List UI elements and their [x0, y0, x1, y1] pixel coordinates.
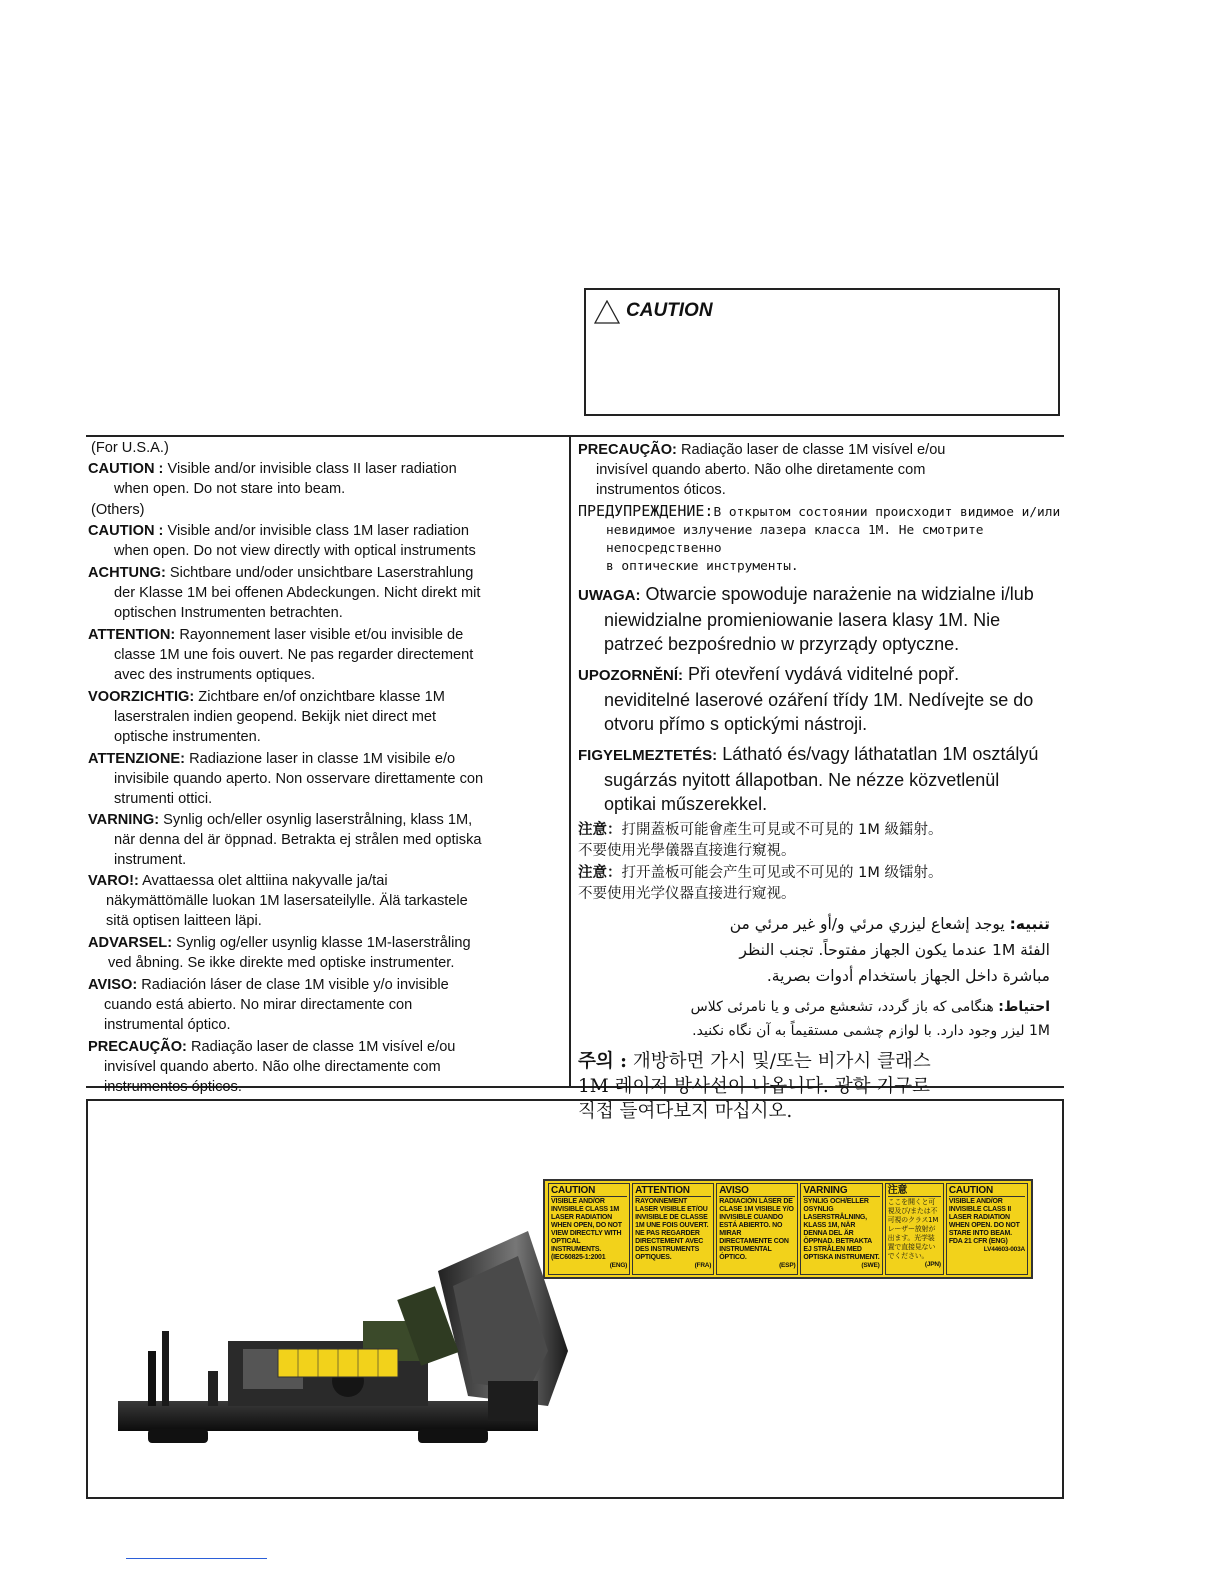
- laser-label-location-figure: [86, 1099, 1064, 1499]
- label-cell-fra: ATTENTION RAYONNEMENT LASER VISIBLE ET/OU INVISIBLE DE CLASSE 1M UNE FOIS OUVERT. NE PAS REGARDER DIRECTEMENT AVEC DES INSTRUMENTS OPTIQUES. (FRA): [632, 1183, 714, 1275]
- table-top-rule: [86, 435, 1064, 437]
- usa-caution-label: CAUTION :: [88, 461, 164, 477]
- zh-simplified-warning: 注意：打开盖板可能会产生可见或不可见的 1M 级镭射。 不要使用光学仪器直接进行窥视。: [578, 865, 943, 902]
- table-column-divider: [569, 436, 571, 1087]
- warning-triangle-icon: [594, 300, 620, 324]
- label-cell-jpn: 注意 ここを開くと可視及び/または不可視のクラス1Mレーザー放射が出ます。光学装置で直接見ないでください。 (JPN): [885, 1183, 944, 1275]
- arabic-warning: تنبيه: يوجد إشعاع ليزري مرئي و/أو غير مرئي من الفئة 1M عندما يكون الجهاز مفتوحاً. تجنب النظر مباشرة داخل الجهاز باستخدام أدوات بصرية.: [729, 915, 1050, 985]
- label-cell-swe: VARNING SYNLIG OCH/ELLER OSYNLIG LASERSTRÅLNING, KLASS 1M, NÄR DENNA DEL ÄR ÖPPNAD. BETRAKTA EJ STRÅLEN MED OPTISKA INSTRUMENT. (SWE): [800, 1183, 882, 1275]
- voorzichtig-warning: VOORZICHTIG: Zichtbare en/of onzichtbare klasse 1M laserstralen indien geopend. Bekijk niet direct met optische instrumenten.: [88, 689, 445, 745]
- attenzione-warning: ATTENZIONE: Radiazione laser in classe 1M visibile e/o invisibile quando aperto. Non osservare direttamente con strumenti ottici.: [88, 751, 484, 807]
- others-heading: (Others): [91, 502, 145, 518]
- warnings-right-column: [578, 440, 1064, 1125]
- caution-title: CAUTION: [626, 300, 713, 321]
- label-cell-fda: CAUTION VISIBLE AND/OR INVISIBLE CLASS II LASER RADIATION WHEN OPEN. DO NOT STARE INTO BEAM. FDA 21 CFR (ENG) LV44603-003A: [946, 1183, 1028, 1275]
- advarsel-warning: ADVARSEL: Synlig og/eller usynlig klasse 1M-laserstråling ved åbning. Se ikke direkte med optiske instrumenter.: [88, 935, 471, 971]
- precaucao-pt-warning: PRECAUÇÃO: Radiação laser de classe 1M visível e/ou invisível quando aberto. Não olhe directamente com instrumentos ópticos.: [88, 1039, 456, 1095]
- persian-warning: احتیاط: هنگامی که باز گردد، تشعشع مرئی و یا نامرئی کلاس 1M لیزر وجود دارد. با لوازم چشمی مستقیماً به آن نگاه نکنید.: [690, 999, 1050, 1039]
- precaucao-br-warning: PRECAUÇÃO: Radiação laser de classe 1M visível e/ou invisível quando aberto. Não olhe diretamente com instrumentos óticos.: [578, 442, 946, 498]
- aviso-warning: AVISO: Radiación láser de clase 1M visible y/o invisible cuando está abierto. No mirar directamente con instrumental óptico.: [88, 977, 449, 1033]
- varning-warning: VARNING: Synlig och/eller osynlig laserstrålning, klass 1M, när denna del är öppnad. Betrakta ej strålen med optiska instrument.: [88, 812, 482, 868]
- label-cell-eng: CAUTION VISIBLE AND/OR INVISIBLE CLASS 1M LASER RADIATION WHEN OPEN, DO NOT VIEW DIRECTLY WITH OPTICAL INSTRUMENTS. (IEC60825-1:2001 (ENG): [548, 1183, 630, 1275]
- russian-warning: ПРЕДУПРЕЖДЕНИЕ:В открытом состоянии происходит видимое и/или невидимое излучение лазера класса 1M. Не смотрите непосредственно в оптические инструменты.: [578, 502, 1061, 574]
- footer-link-underline: [126, 1558, 267, 1559]
- usa-heading: (For U.S.A.): [91, 440, 169, 456]
- varo-warning: VARO!: Avattaessa olet alttiina nakyvalle ja/tai näkymättömälle luokan 1M lasersateilylle. Älä tarkastele sitä optisen laitteen läpi.: [88, 873, 468, 929]
- caution-box: [584, 288, 1060, 416]
- attention-warning: ATTENTION: Rayonnement laser visible et/ou invisible de classe 1M une fois ouvert. Ne pas regarder directement avec des instruments optiques.: [88, 627, 474, 683]
- warnings-left-column: [88, 438, 566, 1098]
- korean-warning: 주의 : 개방하면 가시 및/또는 비가시 클래스 1M 레이저 방사선이 나옵니다. 광학 기구로 직접 들여다보지 마십시오.: [578, 1051, 931, 1122]
- device-photo: [108, 1231, 578, 1471]
- label-cell-esp: AVISO RADIACIÓN LÁSER DE CLASE 1M VISIBLE Y/O INVISIBLE CUANDO ESTÁ ABIERTO. NO MIRAR DIRECTAMENTE CON INSTRUMENTAL ÓPTICO. (ESP): [716, 1183, 798, 1275]
- uwaga-warning: UWAGA: Otwarcie spowoduje narażenie na widzialne i/lub niewidzialne promieniowanie lasera klasy 1M. Nie patrzeć bezpośrednio w przyrządy optyczne.: [578, 584, 1034, 654]
- others-caution: CAUTION : Visible and/or invisible class 1M laser radiation when open. Do not view directly with optical instruments: [88, 523, 476, 559]
- achtung-warning: ACHTUNG: Sichtbare und/oder unsichtbare Laserstrahlung der Klasse 1M bei offenen Abdeckungen. Nicht direkt mit optischen Instrumenten betrachten.: [88, 565, 481, 621]
- usa-caution: CAUTION : Visible and/or invisible class II laser radiation when open. Do not stare into beam.: [88, 461, 457, 497]
- laser-warning-label: [543, 1179, 1033, 1279]
- upozorneni-warning: UPOZORNĚNÍ: Při otevření vydává viditelné popř. neviditelné laserové ozáření třídy 1M. Nedívejte se do otvoru přímo s optickými nástroji.: [578, 664, 1034, 734]
- zh-traditional-warning: 注意：打開蓋板可能會產生可見或不可見的 1M 級鐳射。 不要使用光學儀器直接進行窺視。: [578, 822, 943, 859]
- figyelmeztetes-warning: FIGYELMEZTETÉS: Látható és/vagy láthatatlan 1M osztályú sugárzás nyitott állapotban. Ne nézze közvetlenül optikai műszerekkel.: [578, 744, 1039, 814]
